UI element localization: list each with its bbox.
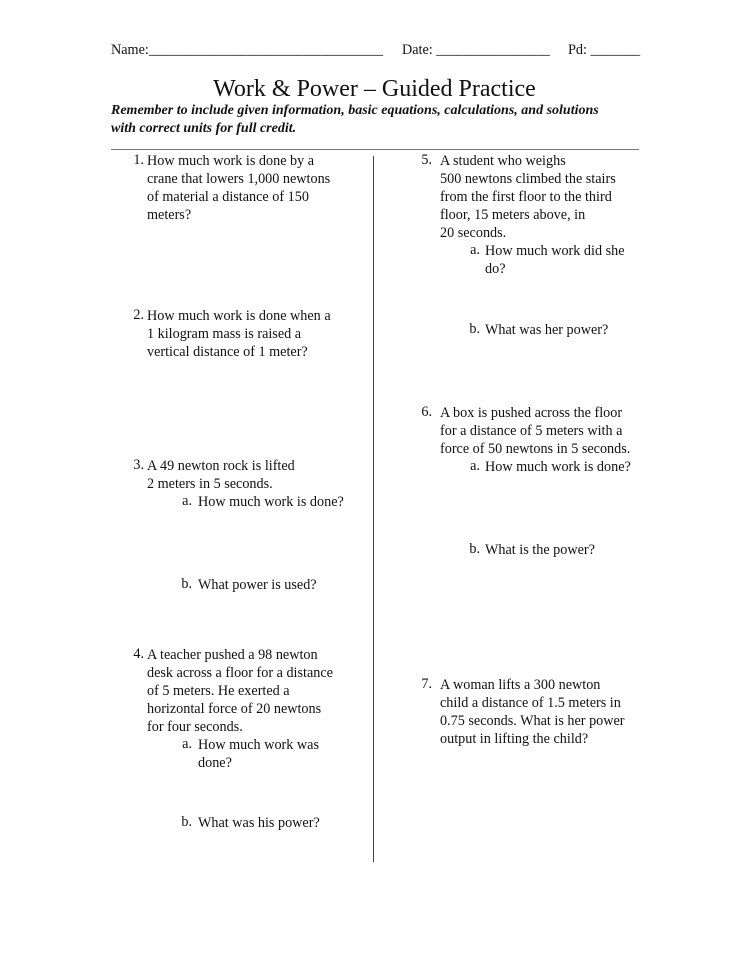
instructions: Remember to include given information, basic equations, calculations, and solutions with correct units for full credit. <box>111 103 599 136</box>
q6a-text: How much work is done? <box>485 459 631 475</box>
q4a-text: How much work was done? <box>198 737 319 771</box>
q5a-label: a. <box>470 242 480 258</box>
page-title: Work & Power – Guided Practice <box>213 76 536 102</box>
q4b-label: b. <box>181 814 192 830</box>
divider-horizontal <box>111 149 639 150</box>
q5b-label: b. <box>469 321 480 337</box>
q2-text: How much work is done when a 1 kilogram mass is raised a vertical distance of 1 meter? <box>147 308 331 360</box>
q6-number: 6. <box>421 404 432 420</box>
q3a-label: a. <box>182 493 192 509</box>
q4b-text: What was his power? <box>198 815 320 831</box>
q6b-label: b. <box>469 541 480 557</box>
q6b-text: What is the power? <box>485 542 595 558</box>
q1-number: 1. <box>133 152 144 168</box>
q6a-label: a. <box>470 458 480 474</box>
q3b-label: b. <box>181 576 192 592</box>
q6-text: A box is pushed across the floor for a distance of 5 meters with a force of 50 newtons in 5 seconds. <box>440 405 631 457</box>
q5-text: A student who weighs 500 newtons climbed the stairs from the first floor to the third floor, 15 meters above, in 20 seconds. <box>440 153 616 241</box>
q3b-text: What power is used? <box>198 577 317 593</box>
q7-number: 7. <box>421 676 432 692</box>
period-field: Pd: _______ <box>568 42 641 58</box>
q5b-text: What was her power? <box>485 322 609 338</box>
q4a-label: a. <box>182 736 192 752</box>
q2-number: 2. <box>133 307 144 323</box>
q1-text: How much work is done by a crane that lowers 1,000 newtons of material a distance of 150 meters? <box>147 153 331 223</box>
q3-text: A 49 newton rock is lifted 2 meters in 5 seconds. <box>147 458 295 492</box>
q3-number: 3. <box>133 457 144 473</box>
q7-text: A woman lifts a 300 newton child a distance of 1.5 meters in 0.75 seconds. What is her power output in lifting the child? <box>440 677 625 747</box>
q5a-text: How much work did she do? <box>485 243 625 277</box>
date-field: Date: ________________ <box>402 42 550 58</box>
divider-vertical <box>373 156 374 862</box>
q3a-text: How much work is done? <box>198 494 344 510</box>
q5-number: 5. <box>421 152 432 168</box>
name-field: Name:_________________________________ <box>111 42 383 58</box>
q4-number: 4. <box>133 646 144 662</box>
q4-text: A teacher pushed a 98 newton desk across a floor for a distance of 5 meters. He exerted a horizontal force of 20 newtons for four seconds. <box>147 647 333 735</box>
